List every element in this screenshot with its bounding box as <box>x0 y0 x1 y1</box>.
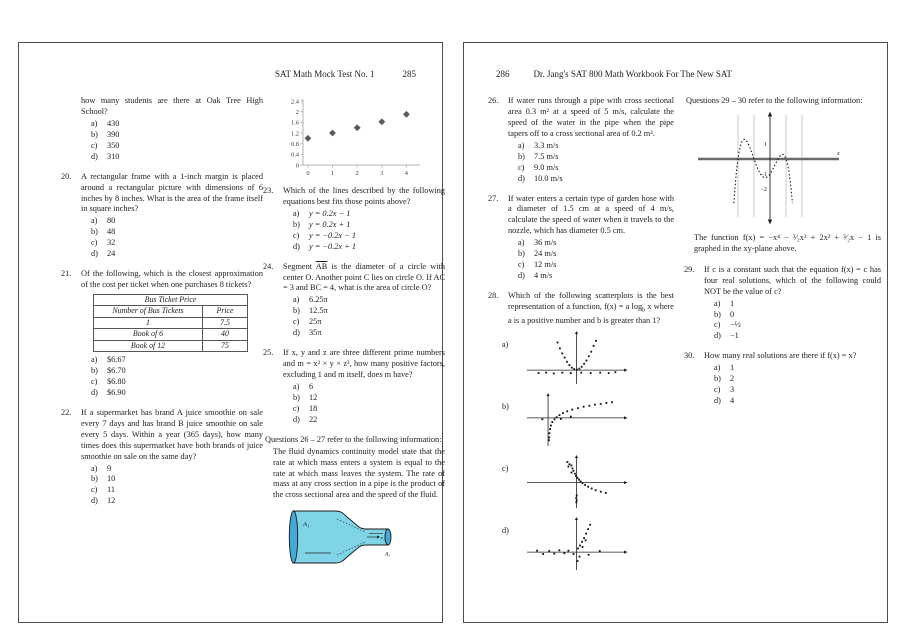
option-text: 350 <box>107 140 120 150</box>
option-letter: d) <box>293 241 300 251</box>
option-text: 0 <box>730 309 735 319</box>
answer-option <box>714 331 881 342</box>
answer-option <box>293 404 445 415</box>
pipe-label-v2: v₂ <box>380 535 385 542</box>
option-text: 390 <box>107 129 120 139</box>
option-text: $6.70 <box>107 366 126 376</box>
option-text: 25π <box>309 317 322 327</box>
table-cell: 1 <box>94 317 203 328</box>
option-text: 12.5π <box>309 306 328 316</box>
right-page <box>463 42 888 623</box>
option-letter: a) <box>293 208 300 218</box>
answer-option <box>91 474 263 485</box>
answer-option <box>714 299 881 310</box>
svg-text:0: 0 <box>295 162 299 170</box>
answer-option <box>293 317 445 328</box>
answer-option <box>518 271 674 282</box>
answer-options <box>91 464 263 508</box>
option-letter: a) <box>91 463 98 473</box>
question-28 <box>488 291 674 578</box>
question-text: If water enters a certain type of garden hose with a diameter of 1.5 cm at a speed of 4 m/s, calculate the speed of water when it travels to the nozzle, which has diameter 0.5 cm. <box>508 193 674 236</box>
price-table <box>93 294 248 352</box>
option-text: $6.90 <box>107 387 126 397</box>
answer-option <box>91 119 263 130</box>
question-text: Which of the lines described by the following equations best fits those points above? <box>283 185 445 206</box>
option-text: $6.67 <box>107 355 126 365</box>
option-text: 24 <box>107 249 116 259</box>
pipe-diagram-box <box>285 505 445 571</box>
option-letter: c) <box>518 162 525 172</box>
left-page-number: 285 <box>402 69 416 79</box>
option-text: 12 m/s <box>534 260 557 270</box>
answer-option <box>91 249 263 260</box>
svg-text:4: 4 <box>404 170 408 176</box>
left-page <box>18 42 443 623</box>
quartic-graph-box <box>694 109 881 231</box>
svg-text:2: 2 <box>295 108 299 116</box>
svg-text:2: 2 <box>355 170 359 176</box>
option-text: 32 <box>107 238 116 248</box>
answer-option <box>518 238 674 249</box>
option-text: 9 <box>107 463 112 473</box>
option-letter: d) <box>91 151 98 161</box>
answer-option <box>91 485 263 496</box>
option-text: 3 <box>730 385 735 395</box>
question-text: If a supermarket has brand A juice smoothie on sale every 7 days and has brand B juice smoothie on sale every 5 days. Within a year (365 days), how many times does this supermarket have both brands of juice smoothie on sale on the same day? <box>81 407 263 461</box>
question-text <box>508 291 674 326</box>
question-22 <box>61 408 263 507</box>
answer-option <box>293 209 445 220</box>
option-letter: d) <box>714 331 721 341</box>
option-letter: d) <box>293 414 300 424</box>
option-letter: b) <box>518 151 525 161</box>
left-column-1 <box>61 96 263 516</box>
scatterplot-option-b <box>502 392 674 448</box>
pipe-label-a1: A₁ <box>303 521 310 529</box>
option-text: 12 <box>107 496 116 506</box>
question-number: 22. <box>61 407 72 417</box>
option-letter: a) <box>91 118 98 128</box>
svg-text:1.2: 1.2 <box>291 130 299 138</box>
question-text: Of the following, which is the closest approximation of the cost per ticket when one purchases 8 tickets? <box>81 269 263 290</box>
question-27 <box>488 194 674 283</box>
option-text: y = −0.2x + 1 <box>309 241 356 251</box>
answer-options <box>714 299 881 343</box>
question-24 <box>263 262 445 340</box>
table-cell: 40 <box>203 329 248 340</box>
answer-option <box>293 231 445 242</box>
answer-option <box>714 320 881 331</box>
answer-option <box>518 260 674 271</box>
question-number: 28. <box>488 291 499 300</box>
text-segment: Segment <box>283 261 316 271</box>
question-number: 23. <box>263 185 274 195</box>
option-letter: d) <box>714 396 721 406</box>
answer-option <box>714 385 881 396</box>
table-cell: Book of 6 <box>94 329 203 340</box>
option-letter: d) <box>518 271 525 281</box>
svg-text:0.4: 0.4 <box>291 151 299 159</box>
option-letter: c) <box>91 485 98 495</box>
right-page-header <box>496 69 732 79</box>
answer-option <box>293 306 445 317</box>
question-number: 26. <box>488 96 499 105</box>
scatter-fit-chart <box>279 96 445 180</box>
option-text: 12 <box>309 392 318 402</box>
option-text: 10 <box>107 474 116 484</box>
left-page-header <box>275 69 416 79</box>
answer-options <box>518 141 674 185</box>
question-number: 27. <box>488 193 499 203</box>
answer-option <box>518 174 674 185</box>
question-number: 24. <box>263 261 274 271</box>
option-text: 4 m/s <box>534 271 553 281</box>
info-heading-29-30: Questions 29 – 30 refer to the following information: <box>686 96 863 105</box>
answer-options <box>91 355 263 399</box>
option-text: 22 <box>309 414 318 424</box>
option-letter: b) <box>293 306 300 316</box>
answer-options <box>91 216 263 260</box>
option-text: 310 <box>107 151 120 161</box>
option-letter: c) <box>91 140 98 150</box>
option-letter: c) <box>714 385 721 395</box>
quartic-graph-svg <box>694 109 844 227</box>
option-text: 6 <box>309 381 314 391</box>
question-26 <box>488 96 674 185</box>
svg-text:1: 1 <box>764 141 767 148</box>
svg-text:1.6: 1.6 <box>291 119 299 127</box>
answer-option <box>714 310 881 321</box>
right-page-number: 286 <box>496 69 510 79</box>
question-number: 20. <box>61 171 72 181</box>
option-text: 430 <box>107 118 120 128</box>
option-letter: a) <box>91 355 98 365</box>
answer-option <box>293 295 445 306</box>
option-text: 10.0 m/s <box>534 173 563 183</box>
option-letter: c) <box>714 320 721 330</box>
pipe-right-cap <box>385 529 391 545</box>
pipe-diagram <box>285 505 397 567</box>
svg-text:0.8: 0.8 <box>291 140 299 148</box>
answer-option <box>91 388 263 399</box>
table-title: Bus Ticket Price <box>94 295 248 306</box>
question-30 <box>684 351 881 407</box>
option-letter: c) <box>293 317 300 327</box>
option-letter: a) <box>502 340 509 350</box>
option-text: 2 <box>730 374 735 384</box>
option-letter: d) <box>502 526 509 536</box>
answer-option <box>518 249 674 260</box>
question-text: If x, y and z are three different prime numbers and m = x² × y × z³, how many positive factors, excluding 1 and m itself, does m have? <box>283 348 445 379</box>
pipe-left-cap <box>289 511 297 563</box>
option-text: 48 <box>107 227 116 237</box>
option-text: 1 <box>730 363 735 373</box>
option-text: 18 <box>309 403 318 413</box>
answer-option <box>714 396 881 407</box>
table-cell: 75 <box>203 340 248 351</box>
option-text: y = −0.2x − 1 <box>309 230 356 240</box>
question-text: If water runs through a pipe with cross sectional area 0.3 m² at a speed of 5 m/s, calculate the speed of the water in the pipe when the pipe tapers off to a cross sectional area of 0.2 m². <box>508 96 674 138</box>
answer-option <box>91 152 263 163</box>
option-letter: a) <box>518 238 525 248</box>
scatterplot-option-c <box>502 454 674 510</box>
right-header-title: Dr. Jang's SAT 800 Math Workbook For The New SAT <box>533 69 732 79</box>
text-segment: Which of the following scatterplots is the best representation of a function, f(x) = a log <box>508 291 674 311</box>
question-text: How many real solutions are there if f(x) = x? <box>704 351 857 361</box>
right-column-1 <box>488 96 674 587</box>
question-29 <box>684 265 881 343</box>
text-segment: x where a is a positive number and b is greater than 1? <box>508 301 674 325</box>
answer-option <box>293 242 445 253</box>
option-text: 4 <box>730 396 735 406</box>
table-cell: Book of 12 <box>94 340 203 351</box>
question-number <box>61 96 81 163</box>
question-text: how many students are there at Oak Tree High School? <box>81 96 263 116</box>
option-letter: a) <box>518 140 525 150</box>
option-letter: c) <box>518 260 525 270</box>
option-text: 11 <box>107 485 115 495</box>
option-letter: a) <box>714 363 721 373</box>
bus-ticket-price-table <box>81 294 263 352</box>
option-letter: d) <box>518 173 525 183</box>
pipe-label-a2: A₂ <box>385 551 391 558</box>
left-column-2 <box>263 96 445 571</box>
question-number: 29. <box>684 264 695 274</box>
option-letter: d) <box>91 249 98 259</box>
scatterplot-c-svg <box>524 454 629 510</box>
option-letter: d) <box>293 328 300 338</box>
question-23 <box>263 186 445 253</box>
option-letter: a) <box>293 295 300 305</box>
answer-options <box>91 119 263 163</box>
option-text: 35π <box>309 328 322 338</box>
answer-option <box>293 382 445 393</box>
scatterplot-d-svg <box>524 516 629 572</box>
option-letter: b) <box>91 129 98 139</box>
question-19-continuation <box>61 96 263 163</box>
svg-text:3: 3 <box>380 170 384 176</box>
answer-option <box>91 141 263 152</box>
option-letter: a) <box>293 381 300 391</box>
option-text: 9.0 m/s <box>534 162 559 172</box>
answer-options <box>293 382 445 426</box>
scatterplot-option-d <box>502 516 674 572</box>
answer-option <box>91 377 263 388</box>
scatterplot-a-svg <box>524 330 629 386</box>
svg-text:x: x <box>837 149 840 157</box>
option-letter: b) <box>91 227 98 237</box>
option-text: 36 m/s <box>534 238 557 248</box>
answer-option <box>91 496 263 507</box>
answer-option <box>293 220 445 231</box>
answer-option <box>91 238 263 249</box>
answer-option <box>91 355 263 366</box>
answer-option <box>293 393 445 404</box>
answer-option <box>91 227 263 238</box>
svg-text:0: 0 <box>306 170 310 176</box>
option-letter: b) <box>714 309 721 319</box>
option-letter: b) <box>293 392 300 402</box>
option-letter: b) <box>91 366 98 376</box>
option-text: y = 0.2x − 1 <box>309 208 351 218</box>
table-header: Price <box>203 306 248 317</box>
answer-option <box>518 152 674 163</box>
option-text: 80 <box>107 216 116 226</box>
answer-option <box>293 415 445 426</box>
svg-text:2.4: 2.4 <box>291 98 299 106</box>
option-letter: b) <box>518 249 525 259</box>
question-21 <box>61 269 263 399</box>
answer-option <box>91 130 263 141</box>
scatterplot-b-svg <box>524 392 629 448</box>
question-number: 21. <box>61 269 72 279</box>
scatter-fit-chart-svg <box>279 96 429 176</box>
option-text: −1 <box>730 331 739 341</box>
answer-option <box>91 464 263 475</box>
table-cell: 7.5 <box>203 317 248 328</box>
text-segment: is the diameter of a circle with center O. Another point C lies on circle O. If AC = 3 and BC = 4, what is the area of circle O? <box>283 261 445 293</box>
option-text: −½ <box>730 320 741 330</box>
segment-AB-overline: $\overline{AB}$ <box>315 261 328 271</box>
option-text: 6.25π <box>309 295 328 305</box>
option-letter: d) <box>91 387 98 397</box>
answer-option <box>518 141 674 152</box>
question-number: 25. <box>263 348 274 358</box>
question-text <box>283 262 445 295</box>
left-header-title: SAT Math Mock Test No. 1 <box>274 69 375 79</box>
answer-option <box>714 363 881 374</box>
option-letter: c) <box>91 238 98 248</box>
option-letter: c) <box>293 403 300 413</box>
answer-option <box>91 366 263 377</box>
option-letter: b) <box>502 402 509 412</box>
question-20 <box>61 172 263 261</box>
info-body-26-27: The fluid dynamics continuity model state that the rate at which mass enters a system is equal to the rate at which mass leaves the system. The rate of mass at any cross section in a pipe is the product of the cross sectional area and the speed of the fluid. <box>273 446 445 500</box>
option-letter: c) <box>502 464 509 474</box>
svg-text:−1: −1 <box>760 171 767 178</box>
right-column-2 <box>684 96 881 416</box>
table-header: Number of Bus Tickets <box>94 306 203 317</box>
question-number: 30. <box>684 351 695 361</box>
option-text: y = 0.2x + 1 <box>309 219 351 229</box>
question-25 <box>263 348 445 426</box>
option-text: 24 m/s <box>534 249 557 259</box>
answer-option <box>518 163 674 174</box>
option-letter: a) <box>91 216 98 226</box>
option-text: $6.80 <box>107 376 126 386</box>
answer-options <box>293 295 445 339</box>
answer-option <box>714 374 881 385</box>
question-text: If c is a constant such that the equation f(x) = c has four real solutions, which of the following could NOT be the value of c? <box>704 264 881 296</box>
answer-option <box>293 328 445 339</box>
option-text: 7.5 m/s <box>534 151 559 161</box>
log-base-subscript: b <box>642 307 646 314</box>
scatterplot-option-a <box>502 330 674 386</box>
option-letter: c) <box>91 376 98 386</box>
option-letter: b) <box>714 374 721 384</box>
info-heading-26-27: Questions 26 – 27 refer to the following information: <box>265 434 442 444</box>
answer-option <box>91 216 263 227</box>
option-text: 1 <box>730 298 735 308</box>
svg-text:1: 1 <box>330 170 335 176</box>
option-letter: c) <box>293 230 300 240</box>
answer-options <box>714 363 881 407</box>
option-letter: b) <box>91 474 98 484</box>
answer-options <box>293 209 445 253</box>
option-letter: a) <box>714 298 721 308</box>
option-text: 3.3 m/s <box>534 140 559 150</box>
option-letter: d) <box>91 496 98 506</box>
function-caption: The function f(x) = −x⁴ − ³⁄₂x³ + 2x² + ³⁄₂x − 1 is graphed in the xy-plane above. <box>694 232 881 253</box>
question-text: A rectangular frame with a 1-inch margin is placed around a rectangular picture with dimensions of 6 inches by 8 inches. What is the area of the frame itself in square inches? <box>81 171 263 214</box>
answer-options <box>518 238 674 282</box>
svg-text:−2: −2 <box>760 186 767 193</box>
option-letter: b) <box>293 219 300 229</box>
